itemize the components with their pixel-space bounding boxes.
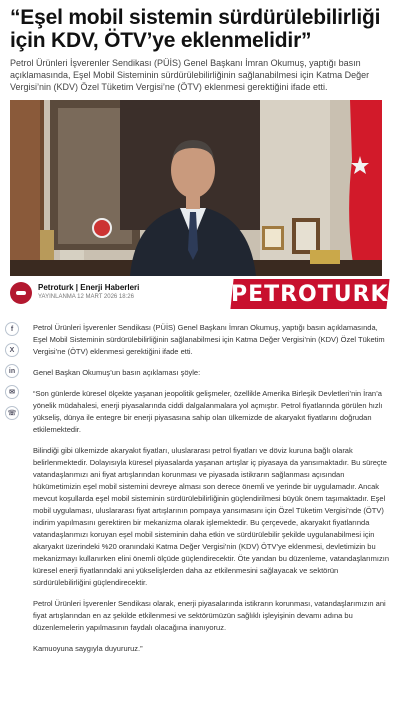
article-title: “Eşel mobil sistemin sürdürülebilirliği için KDV, ÖTV’ye eklenmelidir” [10,6,381,52]
body-paragraph: “Son günlerde küresel ölçekte yaşanan jeopolitik gelişmeler, özellikle Amerika Birleşik Devletleri’nin İran’a yönelik müdahalesi, enerji piyasalarında ciddi dalgalanmalara yol açmıştır. Petrol fiyatlarında görülen hızlı yükseliş, dünya ile entegre bir enerji piyasasına sahip olan ülkemizde de akaryakıt fiyatlarını doğrudan etkilemektedir. [33,389,383,434]
body-paragraph: Petrol Ürünleri İşverenler Sendikası (PÜİS) Genel Başkanı İmran Okumuş, yaptığı basın açıklamasında, Eşel Mobil Sisteminin sürdürülebilirliğinin sağlanabilmesi için Katma Değer Vergisi’nin (KDV) Özel Tüketim Vergisi’ne (ÖTV) eklenmesi gerektiğini ifade etti. [33,323,385,356]
facebook-share-button[interactable] [5,322,19,336]
petroturk-banner [230,279,389,309]
linkedin-share-button[interactable] [5,364,19,378]
whatsapp-icon: ☏ [7,410,17,417]
byline [10,280,389,307]
article-lead: Petrol Ürünleri İşverenler Sendikası (PÜİS) Genel Başkanı İmran Okumuş, yaptığı basın açıklamasında, Eşel Mobil Sisteminin sürdürülebilirliğinin sağlanabilmesi için Katma Değer Vergisi’nin (KDV) Özel Tüketim Vergisi’ne (ÖTV) eklenmesi gerektiğini ifade etti. [10,58,370,92]
source-label[interactable]: Petroturk | Enerji Haberleri [38,283,140,292]
article-body [33,322,393,664]
linkedin-icon: in [8,367,16,375]
banner-text: PETROTURK [231,281,389,307]
petroturk-logo-icon [10,282,32,304]
facebook-icon: f [10,325,14,333]
body-paragraph: Genel Başkan Okumuş’un basın açıklaması şöyle: [33,368,201,377]
x-icon: X [9,346,15,354]
article-photo [10,100,382,276]
body-paragraph: Kamuoyuna saygıyla duyururuz.” [33,644,143,653]
body-paragraph: Bilindiği gibi ülkemizde akaryakıt fiyatları, uluslararası petrol fiyatları ve döviz kuruna bağlı olarak belirlenmektedir. Dolayısıyla küresel piyasalarda yaşanan artışlar iç piyasaya da yansımaktadır. Bu süreçte vatandaşlarımızı ani fiyat artışlarından korunması ve piyasada istikrarın sağlanması açısından hükümetimizin eşel mobil sistemini devreye alması son derece önemli ve yerinde bir uygulamadır. Ancak mevcut koşullarda eşel mobil sisteminin sürdürülebilirliğinin güçlendirilmesi büyük önem taşımaktadır. Eşel mobil uygulaması, uluslararası fiyat artışlarının pompaya yansımasını için Özel Tüketim Vergisi’nde (ÖTV) indirim yapılmasını gerektiren bir mekanizma olarak işlemektedir. Bu çerçevede, akaryakıt fiyatlarında vatandaşlarımızı koruyan eşel mobil sisteminin daha etkin ve sürdürülebilir şekilde uygulanabilmesi için akaryakıt üzerindeki %20 oranındaki Katma Değer Vergisi’nin (KDV) ÖTV’ye eklenmesi, devletimizin bu mekanizmayı kullanırken elini önemli ölçüde güçlendirecektir. Öte yandan bu düzenleme, vatandaşlarımızın küresel enerji fiyatlarındaki ani yükselişlerden daha az etkilenmesini sağlayacak ve sektörün sürdürülebilirliğini güçlendirecektir. [33,446,390,587]
x-share-button[interactable] [5,343,19,357]
share-bar [5,322,19,427]
mail-share-button[interactable] [5,385,19,399]
publish-date: YAYINLANMA 12 MART 2026 18:26 [38,294,134,300]
mail-icon: ✉ [9,389,15,396]
whatsapp-share-button[interactable] [5,406,19,420]
body-paragraph: Petrol Ürünleri İşverenler Sendikası olarak, enerji piyasalarında istikrarın korunması, vatandaşlarımızın ani fiyat artışlarından en az şekilde etkilenmesi ve sektörümüzün sağlıklı işleyişinin devamı adına bu düzenlemelerin yapılmasının faydalı olacağına inanıyoruz. [33,599,386,632]
